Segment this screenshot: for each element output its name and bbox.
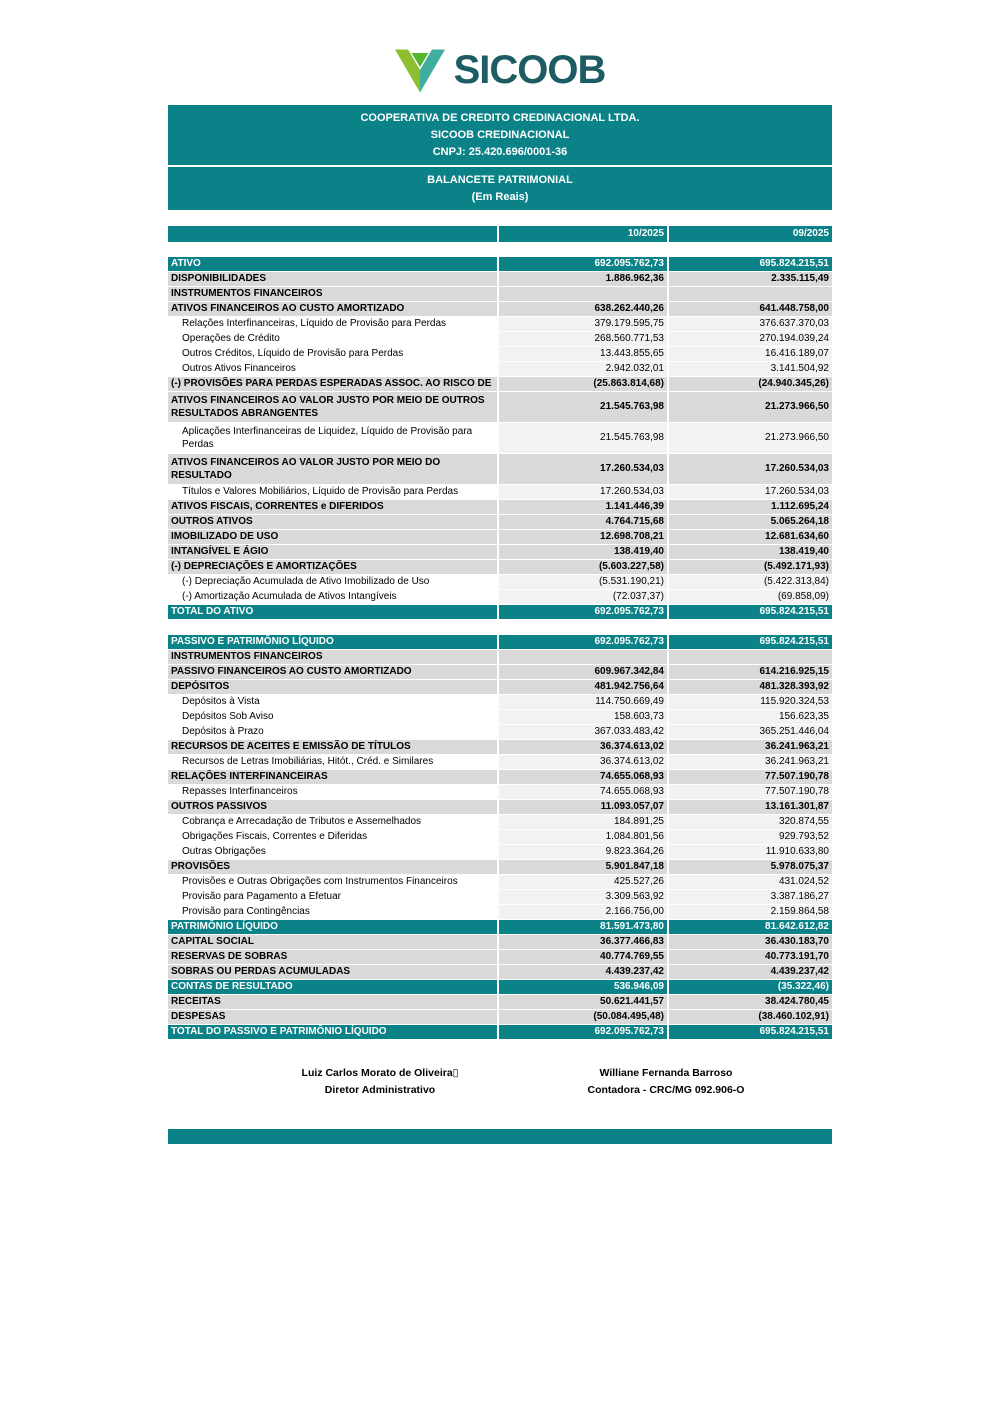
row-value-current: 12.698.708,21 — [499, 530, 667, 544]
row-label: RECURSOS DE ACEITES E EMISSÃO DE TÍTULOS — [168, 740, 497, 754]
row-label: Aplicações Interfinanceiras de Liquidez, Líquido de Provisão para Perdas — [168, 423, 497, 453]
row-label: RESERVAS DE SOBRAS — [168, 950, 497, 964]
row-value-previous — [669, 650, 832, 664]
row-value-current: 74.655.068,93 — [499, 785, 667, 799]
row-label: INTANGÍVEL E ÁGIO — [168, 545, 497, 559]
row-label: Provisão para Pagamento a Efetuar — [168, 890, 497, 904]
signature-accountant-role: Contadora - CRC/MG 092.906-O — [587, 1084, 745, 1096]
row-value-current — [499, 650, 667, 664]
table-row — [168, 935, 832, 949]
row-label: PASSIVO FINANCEIROS AO CUSTO AMORTIZADO — [168, 665, 497, 679]
row-value-current: 5.901.847,18 — [499, 860, 667, 874]
table-row — [168, 515, 832, 529]
row-value-current: (50.084.495,48) — [499, 1010, 667, 1024]
row-value-current: 17.260.534,03 — [499, 485, 667, 499]
row-value-previous: 929.793,52 — [669, 830, 832, 844]
table-row — [168, 362, 832, 376]
row-value-current: (72.037,37) — [499, 590, 667, 604]
table-row — [168, 665, 832, 679]
row-value-current: 2.942.032,01 — [499, 362, 667, 376]
table-row — [168, 545, 832, 559]
row-label: ATIVOS FISCAIS, CORRENTES e DIFERIDOS — [168, 500, 497, 514]
table-row — [168, 770, 832, 784]
signature-director-role: Diretor Administrativo — [324, 1084, 436, 1096]
row-label: Operações de Crédito — [168, 332, 497, 346]
row-value-previous — [669, 287, 832, 301]
row-value-current: 1.084.801,56 — [499, 830, 667, 844]
row-label: Cobrança e Arrecadação de Tributos e Assemelhados — [168, 815, 497, 829]
cnpj: CNPJ: 25.420.696/0001-36 — [432, 146, 568, 158]
table-row — [168, 302, 832, 316]
table-row — [168, 920, 832, 934]
signature-director — [168, 1065, 500, 1099]
table-row — [168, 287, 832, 301]
signature-block — [168, 1065, 832, 1099]
table-row — [168, 800, 832, 814]
row-value-previous: 695.824.215,51 — [669, 257, 832, 271]
row-value-current: 425.527,26 — [499, 875, 667, 889]
cooperative-name: SICOOB CREDINACIONAL — [430, 129, 570, 141]
row-value-current: 36.374.613,02 — [499, 755, 667, 769]
table-row — [168, 815, 832, 829]
row-label: Outros Créditos, Líquido de Provisão para Perdas — [168, 347, 497, 361]
table-row — [168, 485, 832, 499]
row-label: CONTAS DE RESULTADO — [168, 980, 497, 994]
table-row — [168, 560, 832, 574]
row-value-current: 40.774.769,55 — [499, 950, 667, 964]
row-value-previous: 2.335.115,49 — [669, 272, 832, 286]
row-label: CAPITAL SOCIAL — [168, 935, 497, 949]
row-label: RELAÇÕES INTERFINANCEIRAS — [168, 770, 497, 784]
table-row — [168, 272, 832, 286]
table-row — [168, 423, 832, 453]
row-value-current: 1.886.962,36 — [499, 272, 667, 286]
row-value-current: 609.967.342,84 — [499, 665, 667, 679]
row-value-previous: 481.328.393,92 — [669, 680, 832, 694]
row-value-current: 367.033.483,42 — [499, 725, 667, 739]
table-row — [168, 530, 832, 544]
row-value-previous: 641.448.758,00 — [669, 302, 832, 316]
row-label: PATRIMÔNIO LÍQUIDO — [168, 920, 497, 934]
row-value-current: 158.603,73 — [499, 710, 667, 724]
row-value-current: 21.545.763,98 — [499, 423, 667, 453]
row-label: Outras Obrigações — [168, 845, 497, 859]
row-value-current: 1.141.446,39 — [499, 500, 667, 514]
row-value-current: 11.093.057,07 — [499, 800, 667, 814]
row-value-previous: (5.422.313,84) — [669, 575, 832, 589]
table-row — [168, 755, 832, 769]
row-value-previous: 4.439.237,42 — [669, 965, 832, 979]
row-label: (-) DEPRECIAÇÕES E AMORTIZAÇÕES — [168, 560, 497, 574]
column-header-row — [168, 226, 832, 242]
row-value-current: 4.439.237,42 — [499, 965, 667, 979]
row-label: Títulos e Valores Mobiliários, Líquido de Provisão para Perdas — [168, 485, 497, 499]
table-row — [168, 845, 832, 859]
table-row — [168, 830, 832, 844]
table-row — [168, 605, 832, 619]
row-value-previous: 36.241.963,21 — [669, 755, 832, 769]
row-value-current: (25.863.814,68) — [499, 377, 667, 391]
table-row — [168, 875, 832, 889]
row-label: INSTRUMENTOS FINANCEIROS — [168, 287, 497, 301]
signature-director-name: Luiz Carlos Morato de Oliveira▯ — [301, 1067, 459, 1079]
row-value-previous: 38.424.780,45 — [669, 995, 832, 1009]
row-value-current: 638.262.440,26 — [499, 302, 667, 316]
row-value-previous: 40.773.191,70 — [669, 950, 832, 964]
row-value-previous: 13.161.301,87 — [669, 800, 832, 814]
row-label: TOTAL DO PASSIVO E PATRIMÔNIO LÍQUIDO — [168, 1025, 497, 1039]
ombudsman-footer — [168, 1129, 832, 1144]
row-label: PROVISÕES — [168, 860, 497, 874]
row-value-previous: (5.492.171,93) — [669, 560, 832, 574]
row-value-current: 2.166.756,00 — [499, 905, 667, 919]
row-value-previous: 3.141.504,92 — [669, 362, 832, 376]
table-row — [168, 695, 832, 709]
row-label: INSTRUMENTOS FINANCEIROS — [168, 650, 497, 664]
row-label: Recursos de Letras Imobiliárias, Hitót., Créd. e Similares — [168, 755, 497, 769]
row-value-previous: 16.416.189,07 — [669, 347, 832, 361]
row-value-current: 13.443.855,65 — [499, 347, 667, 361]
row-value-previous: 138.419,40 — [669, 545, 832, 559]
row-label: Depósitos à Prazo — [168, 725, 497, 739]
table-row — [168, 392, 832, 422]
row-value-current: 17.260.534,03 — [499, 454, 667, 484]
table-row — [168, 965, 832, 979]
row-label: OUTROS PASSIVOS — [168, 800, 497, 814]
row-value-previous: 5.065.264,18 — [669, 515, 832, 529]
row-value-previous: 1.112.695,24 — [669, 500, 832, 514]
row-value-previous: 156.623,35 — [669, 710, 832, 724]
row-label: (-) Depreciação Acumulada de Ativo Imobilizado de Uso — [168, 575, 497, 589]
row-value-previous: 270.194.039,24 — [669, 332, 832, 346]
row-value-current: 536.946,09 — [499, 980, 667, 994]
row-label: PASSIVO E PATRIMÔNIO LÍQUIDO — [168, 635, 497, 649]
row-value-previous: (69.858,09) — [669, 590, 832, 604]
row-value-current: 21.545.763,98 — [499, 392, 667, 422]
table-row — [168, 950, 832, 964]
row-label: IMOBILIZADO DE USO — [168, 530, 497, 544]
row-value-current: 138.419,40 — [499, 545, 667, 559]
row-label: Depósitos à Vista — [168, 695, 497, 709]
row-value-current: 692.095.762,73 — [499, 1025, 667, 1039]
row-value-previous: 695.824.215,51 — [669, 1025, 832, 1039]
column-header-spacer — [168, 226, 497, 242]
table-row — [168, 332, 832, 346]
row-value-current: 692.095.762,73 — [499, 635, 667, 649]
sicoob-logo-mark-icon — [395, 49, 445, 93]
row-value-current: 3.309.563,92 — [499, 890, 667, 904]
table-row — [168, 575, 832, 589]
row-value-current: 9.823.364,26 — [499, 845, 667, 859]
report-title-block — [168, 167, 832, 210]
row-value-current: 81.591.473,80 — [499, 920, 667, 934]
table-row — [168, 890, 832, 904]
row-value-previous: 81.642.612,82 — [669, 920, 832, 934]
row-value-previous: (38.460.102,91) — [669, 1010, 832, 1024]
table-row — [168, 995, 832, 1009]
table-row — [168, 650, 832, 664]
row-value-current: 114.750.669,49 — [499, 695, 667, 709]
row-label: OUTROS ATIVOS — [168, 515, 497, 529]
row-label: Obrigações Fiscais, Correntes e Diferidas — [168, 830, 497, 844]
row-label: Provisão para Contingências — [168, 905, 497, 919]
row-label: Relações Interfinanceiras, Líquido de Provisão para Perdas — [168, 317, 497, 331]
row-label: DEPÓSITOS — [168, 680, 497, 694]
company-header-block — [168, 105, 832, 165]
table-row — [168, 905, 832, 919]
report-title: BALANCETE PATRIMONIAL — [427, 174, 573, 186]
table-row — [168, 500, 832, 514]
row-label: Depósitos Sob Aviso — [168, 710, 497, 724]
row-value-current: 4.764.715,68 — [499, 515, 667, 529]
row-value-current: 184.891,25 — [499, 815, 667, 829]
table-row — [168, 785, 832, 799]
row-value-current: 692.095.762,73 — [499, 605, 667, 619]
row-label: SOBRAS OU PERDAS ACUMULADAS — [168, 965, 497, 979]
row-value-previous: 431.024,52 — [669, 875, 832, 889]
row-value-previous: 3.387.186,27 — [669, 890, 832, 904]
row-label: Repasses Interfinanceiros — [168, 785, 497, 799]
column-header-previous: 09/2025 — [669, 226, 832, 242]
row-value-previous: 77.507.190,78 — [669, 770, 832, 784]
row-value-current: 36.377.466,83 — [499, 935, 667, 949]
row-value-previous: 21.273.966,50 — [669, 423, 832, 453]
row-label: DESPESAS — [168, 1010, 497, 1024]
report-currency-note: (Em Reais) — [471, 191, 529, 203]
table-row — [168, 257, 832, 271]
row-value-previous: 36.430.183,70 — [669, 935, 832, 949]
table-row — [168, 635, 832, 649]
row-value-previous: 11.910.633,80 — [669, 845, 832, 859]
row-value-previous: 320.874,55 — [669, 815, 832, 829]
row-value-current: 50.621.441,57 — [499, 995, 667, 1009]
row-value-current: 36.374.613,02 — [499, 740, 667, 754]
row-value-current — [499, 287, 667, 301]
row-value-previous: 5.978.075,37 — [669, 860, 832, 874]
column-header-current: 10/2025 — [499, 226, 667, 242]
table-row — [168, 725, 832, 739]
row-value-previous: 12.681.634,60 — [669, 530, 832, 544]
row-label: ATIVOS FINANCEIROS AO CUSTO AMORTIZADO — [168, 302, 497, 316]
sicoob-logo-text: SICOOB — [453, 48, 606, 92]
row-value-previous: 2.159.864,58 — [669, 905, 832, 919]
table-row — [168, 454, 832, 484]
row-label: RECEITAS — [168, 995, 497, 1009]
table-row — [168, 860, 832, 874]
row-value-previous: 695.824.215,51 — [669, 605, 832, 619]
row-value-current: (5.603.227,58) — [499, 560, 667, 574]
row-value-previous: 376.637.370,03 — [669, 317, 832, 331]
row-label: Provisões e Outras Obrigações com Instrumentos Financeiros — [168, 875, 497, 889]
row-value-current: 268.560.771,53 — [499, 332, 667, 346]
row-label: ATIVOS FINANCEIROS AO VALOR JUSTO POR MEIO DE OUTROS RESULTADOS ABRANGENTES — [168, 392, 497, 422]
row-value-current: 481.942.756,64 — [499, 680, 667, 694]
row-value-current: 74.655.068,93 — [499, 770, 667, 784]
row-value-previous: 695.824.215,51 — [669, 635, 832, 649]
table-row — [168, 680, 832, 694]
row-label: (-) Amortização Acumulada de Ativos Intangíveis — [168, 590, 497, 604]
row-value-previous: (35.322,46) — [669, 980, 832, 994]
row-value-previous: (24.940.345,26) — [669, 377, 832, 391]
row-value-previous: 614.216.925,15 — [669, 665, 832, 679]
table-row — [168, 590, 832, 604]
row-value-current: 692.095.762,73 — [499, 257, 667, 271]
row-label: (-) PROVISÕES PARA PERDAS ESPERADAS ASSOC. AO RISCO DE — [168, 377, 497, 391]
row-label: Outros Ativos Financeiros — [168, 362, 497, 376]
row-value-previous: 77.507.190,78 — [669, 785, 832, 799]
row-value-previous: 17.260.534,03 — [669, 485, 832, 499]
company-name: COOPERATIVA DE CREDITO CREDINACIONAL LTDA. — [360, 112, 640, 124]
table-row — [168, 1010, 832, 1024]
table-row — [168, 317, 832, 331]
table-row — [168, 347, 832, 361]
table-row — [168, 740, 832, 754]
table-row — [168, 1025, 832, 1039]
row-value-previous: 115.920.324,53 — [669, 695, 832, 709]
row-label: ATIVOS FINANCEIROS AO VALOR JUSTO POR MEIO DO RESULTADO — [168, 454, 497, 484]
table-row — [168, 710, 832, 724]
row-value-previous: 365.251.446,04 — [669, 725, 832, 739]
passivo-table — [168, 635, 832, 1039]
report-body — [168, 105, 832, 1144]
ativo-table — [168, 257, 832, 619]
signature-accountant — [500, 1065, 832, 1099]
signature-accountant-name: Williane Fernanda Barroso — [599, 1067, 733, 1079]
row-value-previous: 36.241.963,21 — [669, 740, 832, 754]
row-label: DISPONIBILIDADES — [168, 272, 497, 286]
row-value-previous: 17.260.534,03 — [669, 454, 832, 484]
row-value-current: (5.531.190,21) — [499, 575, 667, 589]
row-label: TOTAL DO ATIVO — [168, 605, 497, 619]
table-row — [168, 377, 832, 391]
row-value-previous: 21.273.966,50 — [669, 392, 832, 422]
sicoob-logo — [0, 0, 1000, 93]
row-label: ATIVO — [168, 257, 497, 271]
table-row — [168, 980, 832, 994]
row-value-current: 379.179.595,75 — [499, 317, 667, 331]
